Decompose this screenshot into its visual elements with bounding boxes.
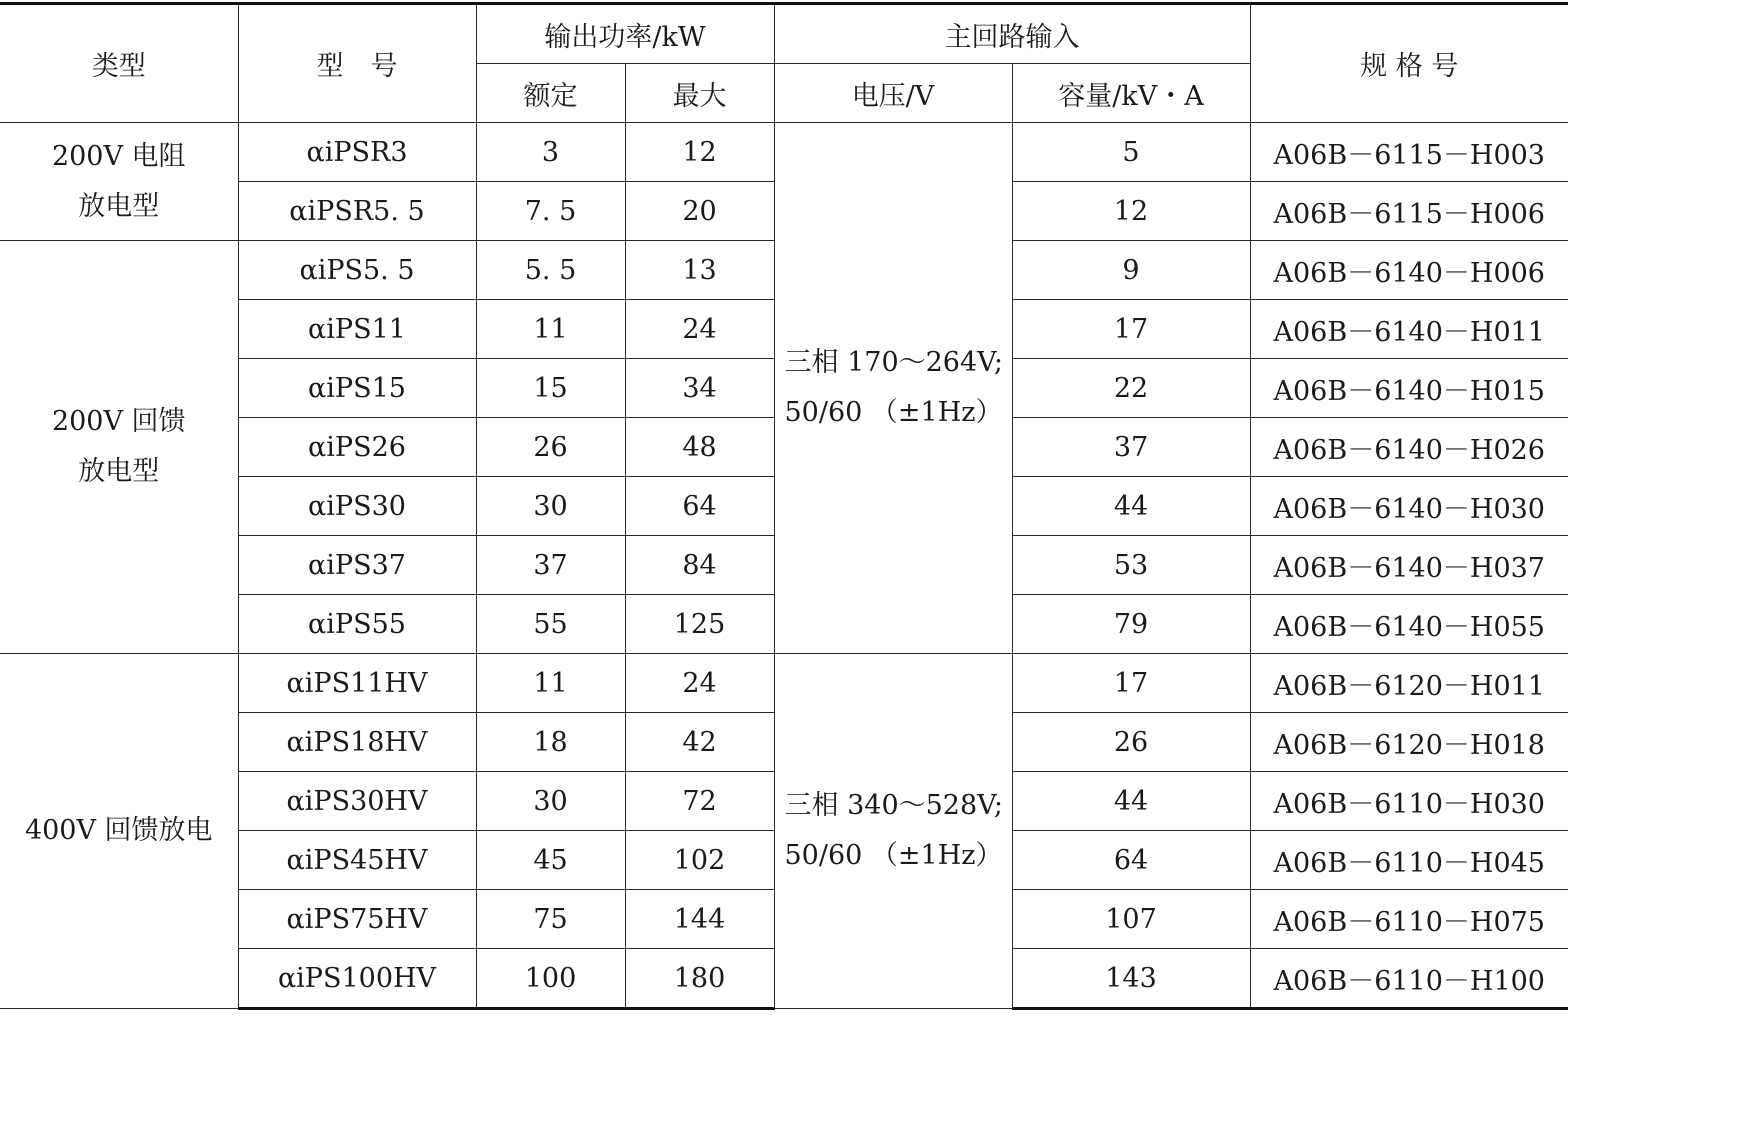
voltage-line-1: 三相 170～264V;	[784, 347, 1004, 378]
header-model: 型 号	[238, 4, 476, 123]
table-row	[0, 654, 1568, 713]
table-body	[0, 123, 1568, 1009]
spec-number-cell: A06B－6140－H030	[1250, 477, 1568, 536]
model-cell: αiPS18HV	[238, 713, 476, 772]
rated-power-cell: 100	[476, 949, 625, 1009]
capacity-cell: 17	[1012, 300, 1250, 359]
rated-power-cell: 55	[476, 595, 625, 654]
type-cell	[0, 123, 238, 241]
table-row	[0, 123, 1568, 182]
capacity-cell: 37	[1012, 418, 1250, 477]
header-output-power: 输出功率/kW	[476, 4, 774, 64]
capacity-cell: 12	[1012, 182, 1250, 241]
model-cell: αiPS11HV	[238, 654, 476, 713]
max-power-cell: 102	[625, 831, 774, 890]
capacity-cell: 53	[1012, 536, 1250, 595]
spec-number-cell: A06B－6110－H030	[1250, 772, 1568, 831]
header-capacity: 容量/kV・A	[1012, 64, 1250, 123]
max-power-cell: 34	[625, 359, 774, 418]
spec-number-cell: A06B－6110－H045	[1250, 831, 1568, 890]
rated-power-cell: 37	[476, 536, 625, 595]
max-power-cell: 20	[625, 182, 774, 241]
spec-number-cell: A06B－6140－H006	[1250, 241, 1568, 300]
header-row-1	[0, 4, 1568, 64]
header-spec-no: 规 格 号	[1250, 4, 1568, 123]
spec-number-cell: A06B－6140－H015	[1250, 359, 1568, 418]
capacity-cell: 79	[1012, 595, 1250, 654]
max-power-cell: 42	[625, 713, 774, 772]
rated-power-cell: 11	[476, 654, 625, 713]
type-line-1: 200V 回馈	[51, 406, 186, 437]
rated-power-cell: 26	[476, 418, 625, 477]
type-line-2: 放电型	[78, 456, 160, 487]
spec-number-cell: A06B－6110－H100	[1250, 949, 1568, 1009]
capacity-cell: 64	[1012, 831, 1250, 890]
spec-number-cell: A06B－6140－H037	[1250, 536, 1568, 595]
header-main-input: 主回路输入	[774, 4, 1250, 64]
max-power-cell: 125	[625, 595, 774, 654]
capacity-cell: 22	[1012, 359, 1250, 418]
rated-power-cell: 5. 5	[476, 241, 625, 300]
spec-number-cell: A06B－6140－H055	[1250, 595, 1568, 654]
max-power-cell: 48	[625, 418, 774, 477]
rated-power-cell: 11	[476, 300, 625, 359]
rated-power-cell: 15	[476, 359, 625, 418]
type-cell	[0, 241, 238, 654]
model-cell: αiPS5. 5	[238, 241, 476, 300]
rated-power-cell: 3	[476, 123, 625, 182]
model-cell: αiPS55	[238, 595, 476, 654]
rated-power-cell: 7. 5	[476, 182, 625, 241]
type-line-2: 放电型	[78, 190, 160, 222]
header-type: 类型	[0, 4, 238, 123]
rated-power-cell: 30	[476, 477, 625, 536]
type-line-1: 200V 电阻	[51, 140, 186, 172]
type-cell	[0, 654, 238, 1009]
capacity-cell: 107	[1012, 890, 1250, 949]
model-cell: αiPS100HV	[238, 949, 476, 1009]
model-cell: αiPSR3	[238, 123, 476, 182]
capacity-cell: 9	[1012, 241, 1250, 300]
header-voltage: 电压/V	[774, 64, 1012, 123]
spec-number-cell: A06B－6120－H018	[1250, 713, 1568, 772]
table-header	[0, 4, 1568, 123]
voltage-line-2: 50/60 （±1Hz）	[784, 397, 1003, 428]
max-power-cell: 24	[625, 300, 774, 359]
rated-power-cell: 45	[476, 831, 625, 890]
type-line-1: 400V 回馈放电	[24, 815, 213, 846]
rated-power-cell: 18	[476, 713, 625, 772]
max-power-cell: 180	[625, 949, 774, 1009]
model-cell: αiPS75HV	[238, 890, 476, 949]
max-power-cell: 144	[625, 890, 774, 949]
power-supply-spec-table	[0, 2, 1568, 1010]
spec-number-cell: A06B－6115－H006	[1250, 182, 1568, 241]
model-cell: αiPSR5. 5	[238, 182, 476, 241]
capacity-cell: 17	[1012, 654, 1250, 713]
model-cell: αiPS26	[238, 418, 476, 477]
voltage-line-1: 三相 340～528V;	[784, 790, 1004, 821]
voltage-cell	[774, 123, 1012, 654]
max-power-cell: 84	[625, 536, 774, 595]
spec-number-cell: A06B－6115－H003	[1250, 123, 1568, 182]
model-cell: αiPS11	[238, 300, 476, 359]
max-power-cell: 72	[625, 772, 774, 831]
model-cell: αiPS30	[238, 477, 476, 536]
max-power-cell: 12	[625, 123, 774, 182]
rated-power-cell: 30	[476, 772, 625, 831]
capacity-cell: 5	[1012, 123, 1250, 182]
spec-number-cell: A06B－6140－H011	[1250, 300, 1568, 359]
rated-power-cell: 75	[476, 890, 625, 949]
spec-number-cell: A06B－6120－H011	[1250, 654, 1568, 713]
model-cell: αiPS37	[238, 536, 476, 595]
spec-number-cell: A06B－6140－H026	[1250, 418, 1568, 477]
voltage-line-2: 50/60 （±1Hz）	[784, 840, 1003, 871]
spec-number-cell: A06B－6110－H075	[1250, 890, 1568, 949]
voltage-cell	[774, 654, 1012, 1009]
header-rated: 额定	[476, 64, 625, 123]
model-cell: αiPS30HV	[238, 772, 476, 831]
capacity-cell: 26	[1012, 713, 1250, 772]
max-power-cell: 64	[625, 477, 774, 536]
capacity-cell: 44	[1012, 772, 1250, 831]
header-max: 最大	[625, 64, 774, 123]
capacity-cell: 44	[1012, 477, 1250, 536]
max-power-cell: 13	[625, 241, 774, 300]
model-cell: αiPS15	[238, 359, 476, 418]
capacity-cell: 143	[1012, 949, 1250, 1009]
max-power-cell: 24	[625, 654, 774, 713]
model-cell: αiPS45HV	[238, 831, 476, 890]
